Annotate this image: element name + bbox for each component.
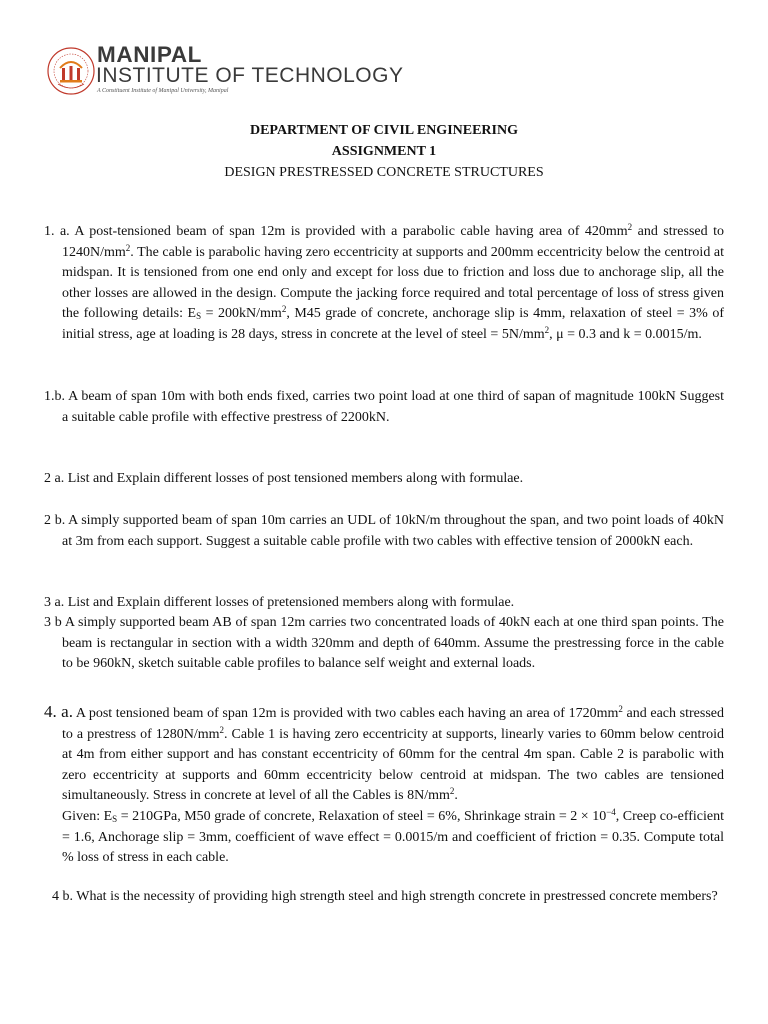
question-4a-given: Given: $E_S = 210GPa$, M50 grade of concrete, Relaxation of steel = 6%, Shrinkage strain = $2 \times 10^{-4}$, Creep co-efficient = 1.6, Anchorage slip = 3mm, coefficient of wave effect = 0.0015/m and coefficient of friction = 0.35. Compute total % loss of stress in each cable. <box>62 806 725 866</box>
question-number: 2 a. <box>44 471 65 486</box>
question-number: 3 b <box>44 615 62 630</box>
question-3b: 3 b A simply supported beam AB of span 12m carries two concentrated loads of 40kN each at one third span points. The beam is rectangular in section with a width 320mm and depth of 640mm. Assume the prestressing force in the cable to be 960kN, sketch suitable cable profiles to balance self weight and external loads. <box>44 615 725 672</box>
course-heading: DESIGN PRESTRESSED CONCRETE STRUCTURES <box>224 165 544 180</box>
question-4a: 4. a. A post tensioned beam of span 12m is provided with two cables each having an area of $1720mm^2$ and each stressed to a prestress of $1280N/mm^2$. Cable 1 is having zero eccentricity at supports, linearly varies to 60mm below centroid at 4m from either support and has constant eccentricity of 60mm for the central 4m span. Cable 2 is parabolic with zero eccentricity at supports and 60mm eccentricity below centroid at midspan. The two cables are tensioned simultaneously. Stress in concrete at level of all the Cables is $8N/mm^2$. Given: $E_S = 210GPa$, M50 grade of concrete, Relaxation of steel = 6%, Shrinkage strain = $2 \times 10^{-4}$, Creep co-efficient = 1.6, Anchorage slip = 3mm, coefficient of wave effect = 0.0015/m and coefficient of friction = 0.35. Compute total % loss of stress in each cable. <box>44 702 724 869</box>
institute-seal-icon <box>46 46 96 96</box>
brand-tagline: A Constituent Institute of Manipal University, Manipal <box>97 88 229 94</box>
question-3a: 3 a. List and Explain different losses of pretensioned members along with formulae. <box>44 595 515 610</box>
question-2b: 2 b. A simply supported beam of span 10m carries an UDL of 10kN/m throughout the span, and two point loads of 40kN at 3m from each support. Suggest a suitable cable profile with two cables with effective tension of 2000kN each. <box>44 513 724 549</box>
institute-logo <box>46 42 446 102</box>
question-number: 1.b. <box>44 389 65 404</box>
question-4b: 4 b. What is the necessity of providing high strength steel and high strength concrete in prestressed concrete members? <box>52 889 718 904</box>
assignment-heading: ASSIGNMENT 1 <box>331 144 437 159</box>
brand-subtitle: INSTITUTE OF TECHNOLOGY <box>96 64 404 87</box>
question-number: 4 b. <box>52 889 73 904</box>
question-1b: 1.b. A beam of span 10m with both ends fixed, carries two point load at one third of sapan of magnitude 100kN Suggest a suitable cable profile with effective prestress of 2200kN. <box>44 389 724 425</box>
question-number: 3 a. <box>44 595 65 610</box>
question-number: 2 b. <box>44 513 66 528</box>
question-2a: 2 a. List and Explain different losses of post tensioned members along with formulae. <box>44 471 524 486</box>
department-heading: DEPARTMENT OF CIVIL ENGINEERING <box>249 123 518 138</box>
question-number: 4. a. <box>44 702 73 721</box>
brand-name: MANIPAL <box>97 42 203 67</box>
question-number: 1. a. <box>44 224 70 239</box>
question-1a: 1. a. A post-tensioned beam of span 12m is provided with a parabolic cable having area of $420mm^2$ and stressed to $1240N/mm^2$. The cable is parabolic having zero eccentricity at supports and 200mm eccentricity below the centroid at midspan. It is tensioned from one end only and except for loss due to friction and loss due to anchorage slip, all the other losses are allowed in the design. Compute the jacking force required and total percentage of loss of stress given the following details: $E_S = 200kN/mm^2$, M45 grade of concrete, anchorage slip is 4mm, relaxation of steel = 3% of initial stress, age at loading is 28 days, stress in concrete at the level of steel = $5N/mm^2$, μ = 0.3 and k = 0.0015/m. <box>44 222 724 342</box>
